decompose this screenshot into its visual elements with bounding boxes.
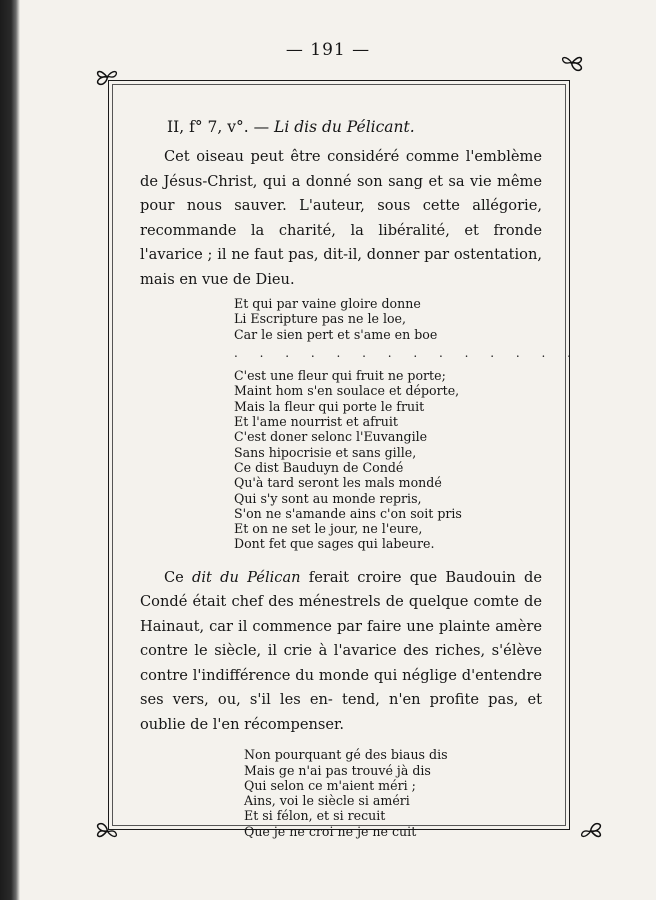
verse-line: C'est doner selonc l'Euvangile [234,429,428,445]
verse-line: S'on ne s'amande ains c'on soit pris [234,505,462,521]
verse-line: Et qui par vaine gloire donne [234,296,421,311]
prose-line: charité, la libéralité, et fronde l'avarice ; il ne faut pas, [140,221,542,263]
prose-lead: Ce [164,568,193,586]
verse-line: Car le sien pert et s'ame en boe [234,326,438,342]
section-heading [167,118,542,136]
corner-ornament-top-right [559,52,585,74]
prose-line: il crie à l'avarice des riches, s'élève contre l'indifférence [140,642,542,684]
verse-line: Et on ne set le jour, ne l'eure, [234,521,423,537]
heading-reference: II, f° 7, v°. — [167,118,275,136]
heading-title: Li dis du Pélicant. [274,118,415,136]
prose-line: était chef des ménestrels de quelque comte de Hainaut, car [140,593,542,635]
verse-line: Qui selon ce m'aient méri ; [244,777,416,793]
verse-line: Li Escripture pas ne le loe, [234,311,407,327]
verse-line: Maint hom s'en soulace et déporte, [234,383,460,399]
paragraph-pelican-commentary [140,566,542,738]
verse-line: Non pourquant gé des biaus dis [244,747,448,763]
prose-line: il commence par faire une plainte amère contre le siècle, [140,617,543,660]
prose-line: Cet oiseau peut être considéré comme l'emblème de [140,148,542,190]
verse-line: Mais ge n'ai pas trouvé jà dis [244,762,431,778]
corner-ornament-bottom-right [578,820,604,842]
verse-quotation-2 [244,747,542,839]
verse-line: Et l'ame nourrist et afruit [234,414,398,430]
verse-line: Dont fet que sages qui labeure. [234,536,435,552]
page-content [140,118,580,839]
verse-line: Et si félon, et si recuit [244,808,386,824]
prose-line: Jésus-Christ, qui a donné son sang et sa vie même pour [140,172,543,214]
prose-line: nous sauver. L'auteur, sous cette allégorie, recommande la [140,197,542,239]
paragraph-pelican-intro [140,145,542,292]
verse-line: Qui s'y sont au monde repris, [234,490,422,506]
corner-ornament-bottom-left [94,820,120,842]
prose-line: tend, n'en profite pas, et oublie de l'en récompenser. [140,691,543,733]
verse-line: Qu'à tard seront les mals mondé [234,475,442,491]
prose-line: dit-il, donner par ostentation, mais en vue de Dieu. [140,246,542,288]
verse-line: Sans hipocrisie et sans gille, [234,444,417,460]
verse-ellipsis: . . . . . . . . . . . . . . [234,345,580,360]
verse-line: C'est une fleur qui fruit ne porte; [234,368,446,384]
verse-line: Que je ne croi ne je ne cuit [244,823,417,839]
verse-line: Ce dist Bauduyn de Condé [234,459,404,475]
verse-line: Ains, voi le siècle si améri [244,793,410,809]
corner-ornament-top-left [94,66,120,88]
verse-line: Mais la fleur qui porte le fruit [234,398,425,414]
prose-italic-title: dit du Pélican [192,568,301,586]
verse-quotation-1 [234,296,580,552]
page-number: — 191 — [285,40,371,60]
prose-line: ferait croire que Baudouin de Condé [140,568,542,611]
prose-line: du monde qui néglige d'entendre ses vers, ou, s'il les en- [140,666,543,709]
book-spine-shadow [0,0,20,900]
